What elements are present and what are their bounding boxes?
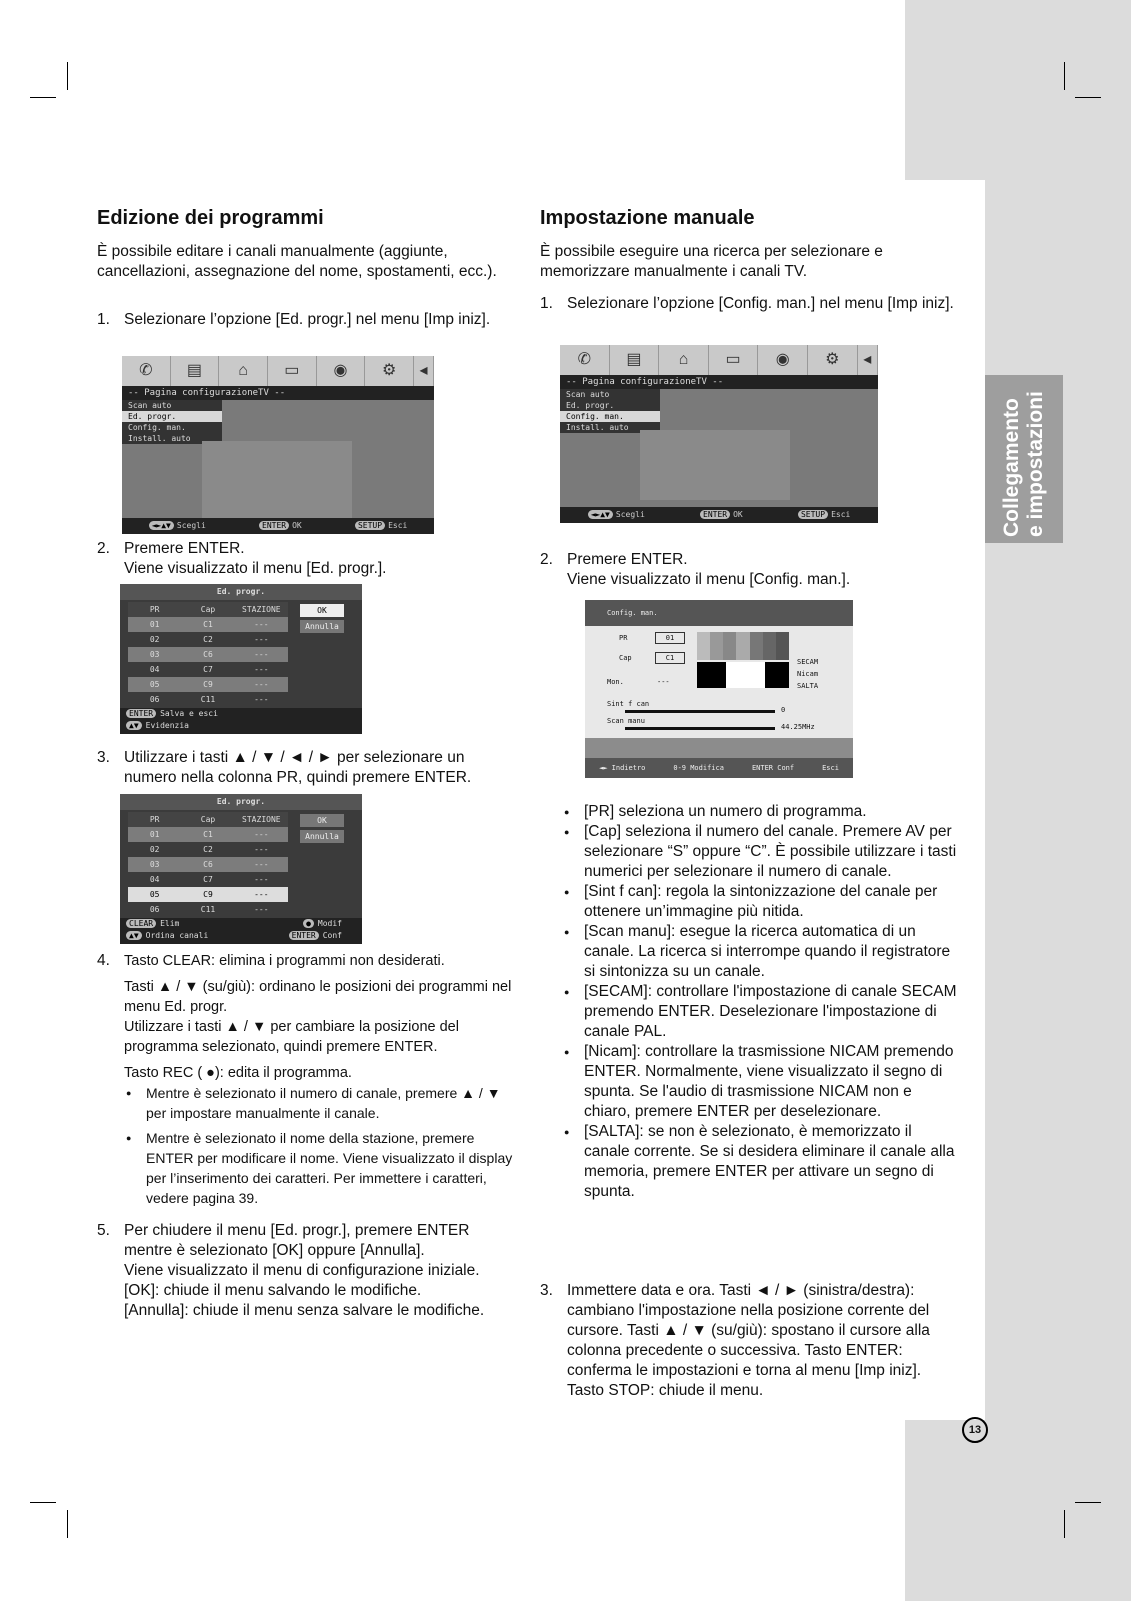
step-4-arrows: Tasti ▲ / ▼ (su/giù): ordinano le posizioni dei programmi nel menu Ed. progr. <box>124 979 512 1015</box>
list-item: ● [Cap] seleziona il numero del canale. Premere AV per selezionare “S” oppure “C”. È possibile utilizzare i tasti numerici per selezionare il numero di canale. <box>562 822 960 882</box>
step-2: 2. Premere ENTER. Viene visualizzato il menu [Ed. progr.]. <box>97 540 387 577</box>
osd-setup-screen <box>122 356 434 534</box>
list-item: ● Mentre è selezionato il nome della stazione, premere ENTER per modificare il nome. Viene visualizzato il display per l’inserimento dei caratteri. Per immettere i caratteri, vedere pagina 39. <box>124 1128 517 1208</box>
step-3-right: 3. Immettere data e ora. Tasti ◄ / ► (sinistra/destra): cambiano l'impostazione nella posizione corrente del cursore. Tasti ▲ / ▼ (su/giù): spostano il cursore alla colonna precedente o successiva. Tasto ENTER: conferma le impostazioni e torna al menu [Imp iniz]. Tasto STOP: chiude il menu. <box>540 1282 930 1399</box>
film-icon: ▤ <box>171 356 220 386</box>
list-item: ● [SECAM]: controllare l'impostazione di canale SECAM premendo ENTER. Deselezionare l'impostazione di canale PAL. <box>562 982 960 1042</box>
margin-band-middle <box>985 180 1131 1420</box>
crop-mark <box>30 97 56 98</box>
section-tab <box>985 375 1063 543</box>
step-2-right: 2. Premere ENTER. Viene visualizzato il menu [Config. man.]. <box>540 551 851 588</box>
crop-mark <box>1064 1510 1065 1538</box>
osd-ok-button: OK <box>300 604 344 617</box>
osd-menu <box>122 400 222 444</box>
osd-edit-screen-selected: Ed. progr. PR Cap STAZIONE 01 C1 --- 02 C2 --- 03 C6 --- 04 C7 --- 05 C9 --- 06 C11 --- OK Annulla CLEAR Elim ● Modif ▲▼ Ordina canali ENTER Conf <box>120 794 362 944</box>
step-1: 1. Selezionare l’opzione [Ed. progr.] nel menu [Imp iniz]. <box>97 311 491 328</box>
disc-icon: ◉ <box>317 356 366 386</box>
film-icon: ▤ <box>610 345 660 375</box>
osd-setup-screen-right: ✆ ▤ ⌂ ▭ ◉ ⚙ ◂ -- Pagina configurazioneTV -- Scan auto Ed. progr. Config. man. Install. auto ◄►▲▼ Scegli ENTER OK SETUP Esci <box>560 345 878 523</box>
antenna-icon: ✆ <box>560 345 610 375</box>
crop-mark <box>1064 62 1065 90</box>
step-5: 5. Per chiudere il menu [Ed. progr.], premere ENTER mentre è selezionato [OK] oppure [Annulla]. Viene visualizzato il menu di configurazione iniziale. [OK]: chiude il menu salvando le modifiche. [Annulla]: chiude il menu senza salvare le modifiche. <box>97 1222 485 1319</box>
settings-icon: ⚙ <box>808 345 858 375</box>
settings-icon: ⚙ <box>365 356 414 386</box>
margin-band-top <box>905 0 1131 180</box>
color-bars <box>697 632 789 660</box>
section-tab-line1: Collegamento <box>1000 398 1023 537</box>
crop-mark <box>67 62 68 90</box>
osd-cancel-button: Annulla <box>300 620 344 633</box>
lock-icon: ⌂ <box>219 356 268 386</box>
list-item: ● Mentre è selezionato il numero di canale, premere ▲ / ▼ per impostare manualmente il canale. <box>124 1083 517 1123</box>
screen-icon: ▭ <box>709 345 759 375</box>
step-1-right: 1. Selezionare l’opzione [Config. man.] nel menu [Imp iniz]. <box>540 295 954 312</box>
osd-edit-footer-2: CLEAR Elim ● Modif ▲▼ Ordina canali ENTER Conf <box>120 918 362 944</box>
osd-item-scan: Scan auto <box>128 401 172 410</box>
step-4-bullets <box>124 1083 517 1208</box>
step-4-rec: Tasto REC ( ●): edita il programma. <box>124 1065 352 1081</box>
fine-tune-bar <box>625 710 775 713</box>
screen-icon: ▭ <box>268 356 317 386</box>
list-item: ● [Sint f can]: regola la sintonizzazione del canale per ottenere un’immagine più nitida. <box>562 882 960 922</box>
antenna-icon: ✆ <box>122 356 171 386</box>
list-item: ● [PR] seleziona un numero di programma. <box>562 802 960 822</box>
osd-icon-bar <box>122 356 434 386</box>
step-4: 4. Tasto CLEAR: elimina i programmi non desiderati. Tasti ▲ / ▼ (su/giù): ordinano le posizioni dei programmi nel menu Ed. progr. Utilizzare i tasti ▲ / ▼ per cambiare la posizione del programma selezionato, quindi premere ENTER. Tasto REC ( ●): edita il programma. ● Mentre è selezionato il numero di canale, premere ▲ / ▼ per impostare manualmente il canale. ● Mentre è selezionato il nome della stazione, premere ENTER per modificare il nome. Viene visualizzato il display per l’inserimento dei caratteri. Per immettere i caratteri, vedere pagina 39. <box>97 951 517 1211</box>
list-item: ● [SALTA]: se non è selezionato, è memorizzato il canale corrente. Se si desidera eliminare il canale alla memoria, premere ENTER per attivare un segno di spunta. <box>562 1122 960 1202</box>
section-heading-manual: Impostazione manuale <box>540 207 755 229</box>
osd-item-edit: Ed. progr. <box>122 411 222 422</box>
arrow-icon: ◂ <box>858 345 878 375</box>
section-tab-line2: e impostazioni <box>1024 391 1047 537</box>
step-4-clear: Tasto CLEAR: elimina i programmi non desiderati. <box>124 953 445 969</box>
step-4-arrows-2: Utilizzare i tasti ▲ / ▼ per cambiare la posizione del programma selezionato, quindi premere ENTER. <box>124 1019 459 1055</box>
page-number: 13 <box>962 1417 988 1443</box>
disc-icon: ◉ <box>758 345 808 375</box>
osd-item-install: Install. auto <box>128 434 191 443</box>
osd-edit-screen: Ed. progr. PR Cap STAZIONE 01 C1 --- 02 C2 --- 03 C6 --- 04 C7 --- 05 C9 --- 06 C11 --- OK Annulla ENTER Salva e esci ▲▼ Evidenzia <box>120 584 362 734</box>
list-item: ● [Scan manu]: esegue la ricerca automatica di un canale. La ricerca si interrompe quando il registratore si sintonizza su un canale. <box>562 922 960 982</box>
osd-manual-screen: Config. man. PR 01 Cap C1 Mon. --- SECAM Nicam SALTA Sint f can 0 Scan manu 44.25MHz ◄► Indietro 0-9 Modifica ENTER Conf Esci <box>585 600 853 778</box>
osd-edit-table: PR Cap STAZIONE 01 C1 --- 02 C2 --- 03 C6 --- 04 C7 --- 05 C9 --- 06 C11 --- <box>128 602 288 707</box>
osd-manual-footer: ◄► Indietro 0-9 Modifica ENTER Conf Esci <box>585 758 853 778</box>
osd-item-manual: Config. man. <box>128 423 186 432</box>
section-heading-edit: Edizione dei programmi <box>97 207 324 229</box>
crop-mark <box>67 1510 68 1538</box>
option-list <box>562 802 960 1202</box>
scan-bar <box>625 727 775 730</box>
lock-icon: ⌂ <box>659 345 709 375</box>
intro-paragraph-right: È possibile eseguire una ricerca per selezionare e memorizzare manualmente i canali TV. <box>540 243 883 280</box>
crop-mark <box>30 1502 56 1503</box>
arrow-icon: ◂ <box>414 356 434 386</box>
osd-footer: ◄►▲▼ Scegli ENTER OK SETUP Esci <box>122 518 434 534</box>
osd-title: -- Pagina configurazioneTV -- <box>122 386 434 400</box>
list-item: ● [Nicam]: controllare la trasmissione NICAM premendo ENTER. Normalmente, viene visualizzato il segno di spunta. Se l'audio di trasmissione NICAM non e chiaro, premere ENTER per deselezionare. <box>562 1042 960 1122</box>
crop-mark <box>1075 97 1101 98</box>
step-3: 3. Utilizzare i tasti ▲ / ▼ / ◄ / ► per selezionare un numero nella colonna PR, quindi premere ENTER. <box>97 749 472 786</box>
margin-band-bottom <box>905 1420 1131 1601</box>
intro-paragraph: È possibile editare i canali manualmente (aggiunte, cancellazioni, assegnazione del nome, spostamenti, ecc.). <box>97 243 497 280</box>
osd-edit-footer: ENTER Salva e esci ▲▼ Evidenzia <box>120 708 362 734</box>
crop-mark <box>1075 1502 1101 1503</box>
